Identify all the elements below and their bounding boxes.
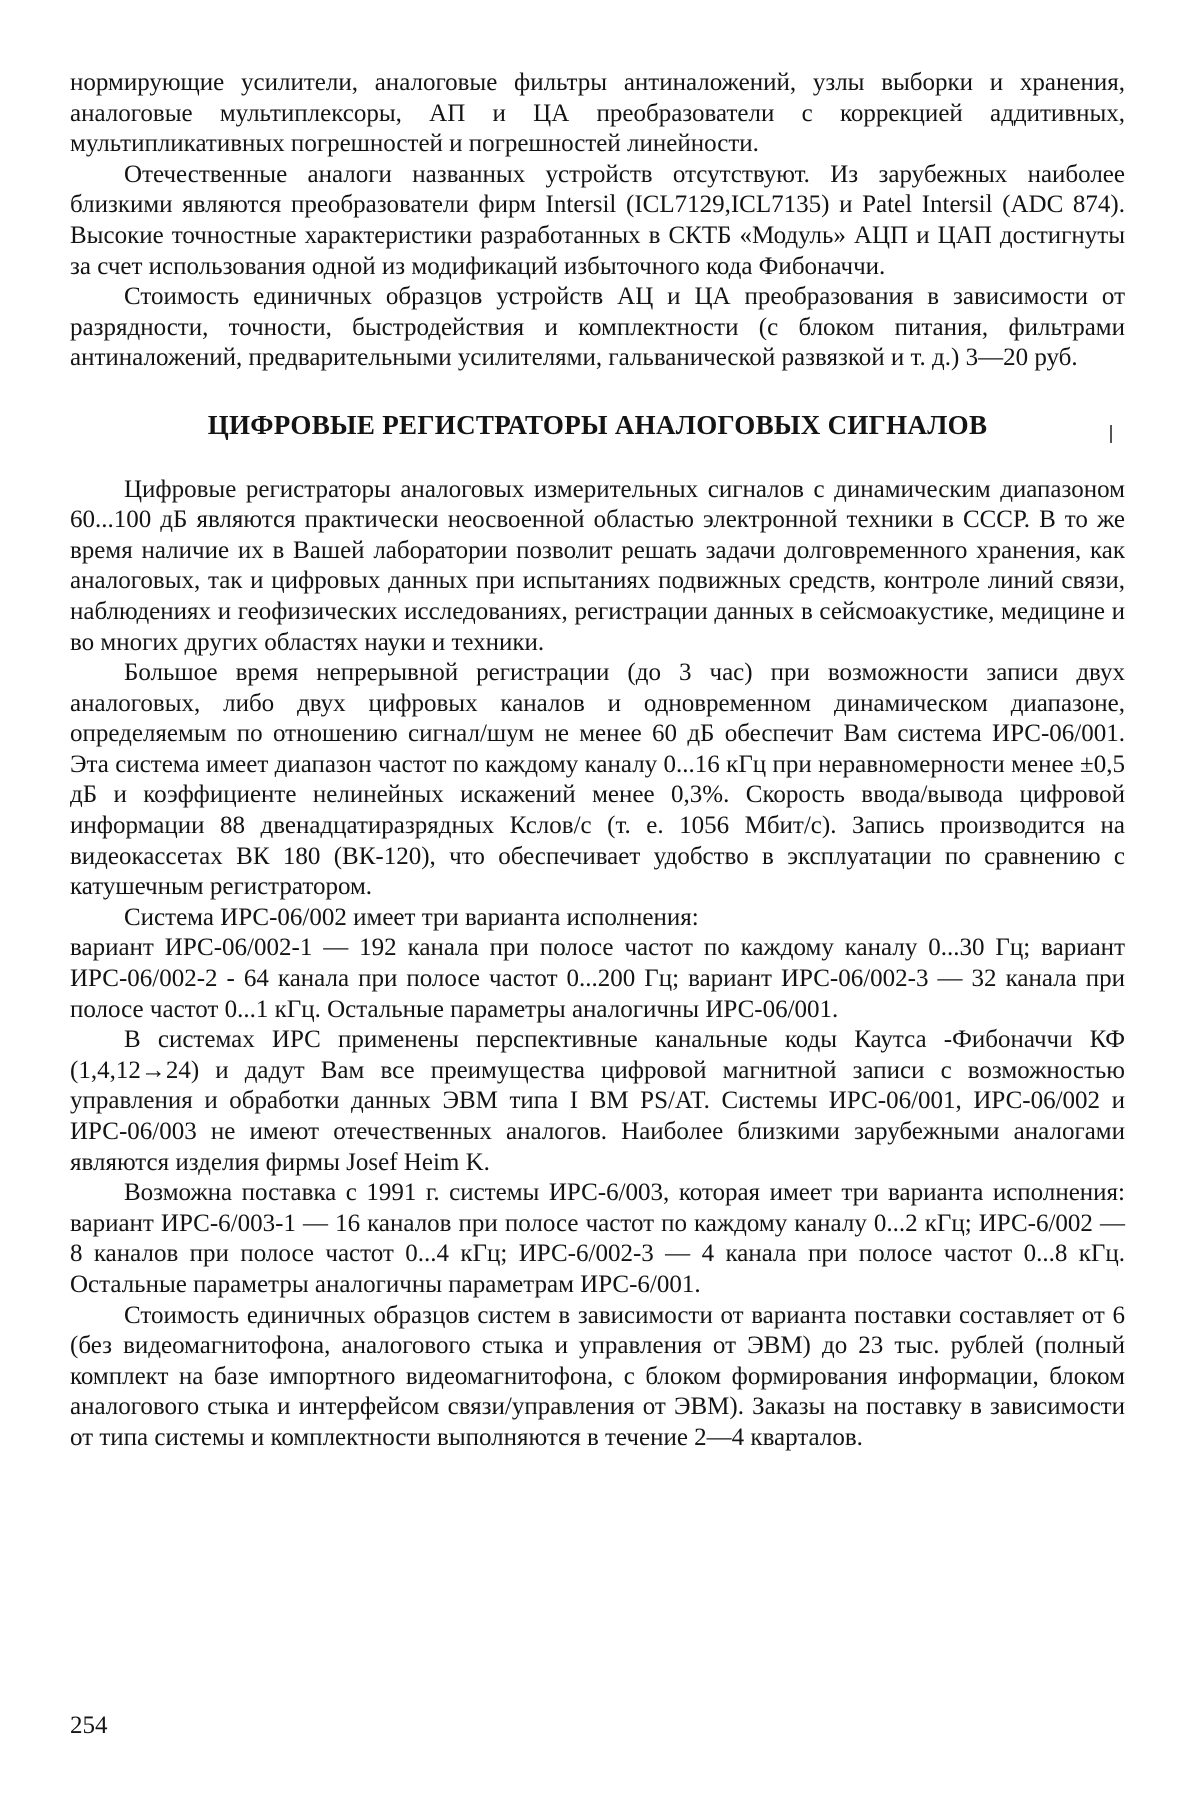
paragraph-continuation: нормирующие усилители, аналоговые фильтры антиналожений, узлы выборки и хранения, аналоговые мультиплексоры, АП и ЦА преобразователи с коррекцией аддитивных, мультипликативных погрешностей и погрешностей линейности.	[70, 69, 1125, 158]
section-title: ЦИФРОВЫЕ РЕГИСТРАТОРЫ АНАЛОГОВЫХ СИГНАЛОВ	[207, 409, 988, 440]
scan-artifact-mark	[1110, 425, 1112, 443]
paragraph-cost-systems: Стоимость единичных образцов систем в зависимости от варианта поставки составляет от 6 (без видеомагнитофона, аналогового стыка и управления от ЭВМ) до 23 тыс. рублей (полный комплект на базе импортного видеомагнитофона, с блоком формирования информации, блоком аналогового стыка и интерфейсом связи/управления от ЭВМ). Заказы на поставку в зависимости от типа системы и комплектности выполняются в течение 2—4 кварталов.	[70, 1301, 1125, 1451]
page-number: 254	[70, 1712, 108, 1739]
document-page	[70, 68, 1125, 1454]
paragraph-codes: В системах ИРС применены перспективные канальные коды Каутса -Фибоначчи КФ (1,4,12→24) и дадут Вам все преимущества цифровой магнитной записи с возможностью управления и обработки данных ЭВМ типа I BM PS/AT. Системы ИРС-06/001, ИРС-06/002 и ИРС-06/003 не имеют отечественных аналогов. Наиболее близкими зарубежными аналогами являются изделия фирмы Josef Heim K.	[70, 1026, 1125, 1176]
paragraph-irs-001: Большое время непрерывной регистрации (до 3 час) при возможности записи двух аналоговых, либо двух цифровых каналов и одновременном динамическом диапазоне, определяемым по отношению сигнал/шум не менее 60 дБ обеспечит Вам система ИРС-06/001. Эта система имеет диапазон частот по каждому каналу 0...16 кГц при неравномерности менее ±0,5 дБ и коэффициенте нелинейных искажений менее 0,3%. Скорость ввода/вывода цифровой информации 88 двенадцатиразрядных Кслов/с (т. е. 1056 Мбит/с). Запись производится на видеокассетах ВК 180 (ВК-120), что обеспечивает удобство в эксплуатации по сравнению с катушечным регистратором.	[70, 659, 1125, 901]
paragraph-irs-003: Возможна поставка с 1991 г. системы ИРС-6/003, которая имеет три варианта исполнения: вариант ИРС-6/003-1 — 16 каналов при полосе частот по каждому каналу 0...2 кГц; ИРС-6/002 — 8 каналов при полосе частот 0...4 кГц; ИРС-6/002-3 — 4 канала при полосе частот 0...8 кГц. Остальные параметры аналогичны параметрам ИРС-6/001.	[70, 1179, 1125, 1298]
paragraph-cost-devices: Стоимость единичных образцов устройств АЦ и ЦА преобразования в зависимости от разрядности, точности, быстродействия и комплектности (с блоком питания, фильтрами антиналожений, предварительными усилителями, гальванической развязкой и т. д.) 3—20 руб.	[70, 283, 1125, 372]
paragraph-intro: Цифровые регистраторы аналоговых измерительных сигналов с динамическим диапазоном 60...100 дБ являются практически неосвоенной областью электронной техники в СССР. В то же время наличие их в Вашей лаборатории позволит решать задачи долговременного хранения, как аналоговых, так и цифровых данных при испытаниях подвижных средств, контроле линий связи, наблюдениях и геофизических исследованиях, регистрации данных в сейсмоакустике, медицине и во многих других областях науки и техники.	[70, 475, 1125, 656]
paragraph-analogs: Отечественные аналоги названных устройств отсутствуют. Из зарубежных наиболее близкими являются преобразователи фирм Intersil (ICL7129,ICL7135) и Patel Intersil (ADC 874). Высокие точностные характеристики разработанных в СКТБ «Модуль» АЦП и ЦАП достигнуты за счет использования одной из модификаций избыточного кода Фибоначчи.	[70, 160, 1125, 280]
paragraph-irs-002-variants: вариант ИРС-06/002-1 — 192 канала при полосе частот по каждому каналу 0...30 Гц; вариант ИРС-06/002-2 - 64 канала при полосе частот 0...200 Гц; вариант ИРС-06/002-3 — 32 канала при полосе частот 0...1 кГц. Остальные параметры аналогичны ИРС-06/001.	[70, 934, 1125, 1023]
paragraph-irs-002-heading: Система ИРС-06/002 имеет три варианта исполнения:	[124, 903, 699, 931]
